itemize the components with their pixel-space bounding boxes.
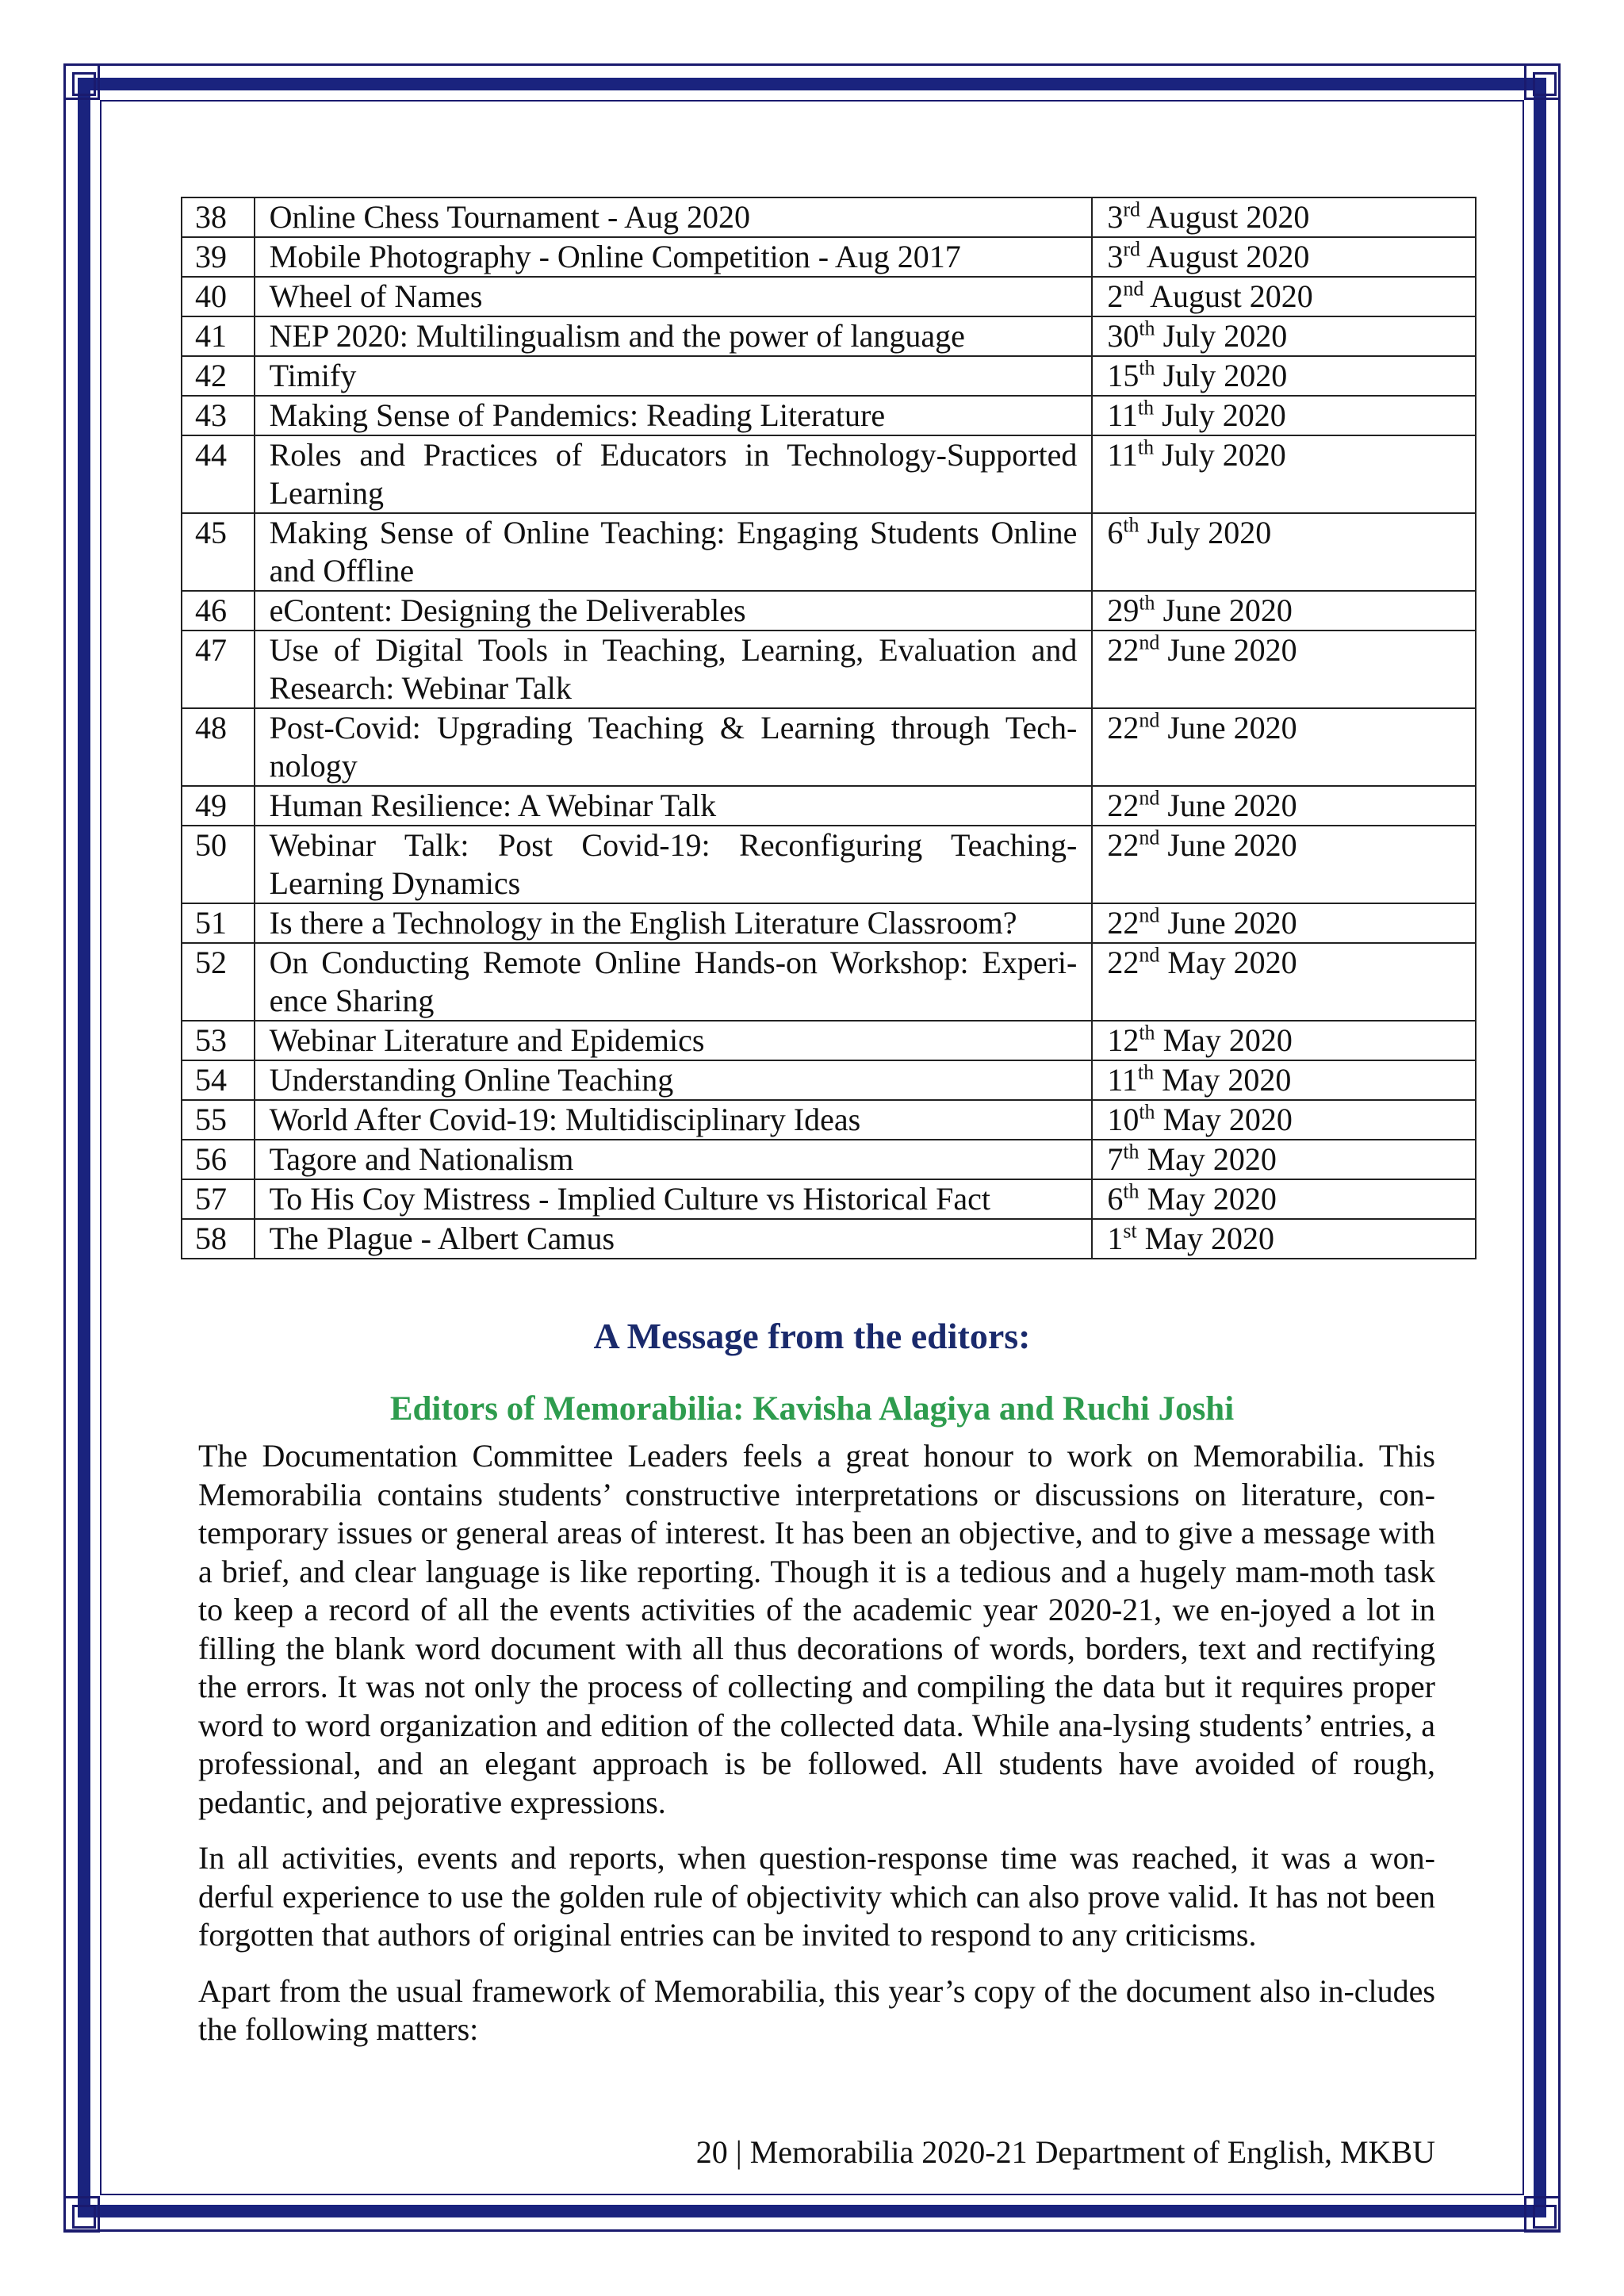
row-number: 55 [182,1100,255,1140]
table-row [182,197,1476,237]
event-title: Wheel of Names [255,277,1093,316]
date-ordinal-suffix: nd [1123,277,1144,301]
events-table-body [182,197,1476,1259]
table-row [182,786,1476,826]
date-month-year: May 2020 [1155,1022,1293,1058]
event-date [1092,786,1476,826]
date-ordinal-suffix: th [1123,1179,1139,1203]
table-row [182,1100,1476,1140]
event-title: NEP 2020: Multilingualism and the power of language [255,316,1093,356]
date-ordinal-suffix: rd [1123,197,1140,221]
row-number: 53 [182,1021,255,1060]
table-row [182,631,1476,708]
event-title: Post-Covid: Upgrading Teaching & Learning through Tech-nology [255,708,1093,786]
date-month-year: May 2020 [1154,1062,1292,1098]
date-day: 30 [1107,318,1139,354]
event-title: Making Sense of Online Teaching: Engaging Students Online and Offline [255,513,1093,591]
event-date [1092,1021,1476,1060]
event-date [1092,1140,1476,1179]
event-date [1092,197,1476,237]
event-title: On Conducting Remote Online Hands-on Workshop: Experi-ence Sharing [255,943,1093,1021]
date-ordinal-suffix: nd [1139,903,1160,927]
event-date [1092,708,1476,786]
table-row [182,943,1476,1021]
date-ordinal-suffix: th [1139,1021,1155,1045]
table-row [182,396,1476,435]
editors-message [198,1437,1435,2067]
date-month-year: May 2020 [1155,1102,1293,1137]
row-number: 56 [182,1140,255,1179]
date-day: 12 [1107,1022,1139,1058]
event-date [1092,631,1476,708]
events-table [181,197,1477,1259]
editors-subheading: Editors of Memorabilia: Kavisha Alagiya and Ruchi Joshi [389,1390,1235,1428]
event-date [1092,1060,1476,1100]
date-day: 3 [1107,199,1124,235]
date-day: 11 [1107,437,1138,473]
editors-heading: A Message from the editors: [593,1316,1031,1356]
event-title: Human Resilience: A Webinar Talk [255,786,1093,826]
row-number: 51 [182,903,255,943]
row-number: 50 [182,826,255,903]
date-month-year: June 2020 [1159,710,1297,746]
event-title: Mobile Photography - Online Competition - Aug 2017 [255,237,1093,277]
date-month-year: May 2020 [1159,945,1297,980]
row-number: 43 [182,396,255,435]
date-ordinal-suffix: nd [1139,708,1160,732]
date-ordinal-suffix: st [1123,1219,1137,1243]
event-date [1092,316,1476,356]
row-number: 46 [182,591,255,631]
row-number: 39 [182,237,255,277]
table-row [182,237,1476,277]
table-row [182,1140,1476,1179]
event-date [1092,1179,1476,1219]
date-month-year: July 2020 [1154,397,1286,433]
row-number: 49 [182,786,255,826]
message-paragraph: Apart from the usual framework of Memorabilia, this year’s copy of the document also in-cludes the following matters: [198,1972,1435,2047]
date-month-year: July 2020 [1155,318,1288,354]
corner-ornament-top-left [63,63,100,100]
date-ordinal-suffix: nd [1139,943,1160,967]
date-ordinal-suffix: th [1139,1100,1155,1124]
date-day: 3 [1107,239,1124,274]
date-day: 22 [1107,945,1139,980]
corner-ornament-top-right [1524,63,1561,100]
row-number: 44 [182,435,255,513]
table-row [182,513,1476,591]
row-number: 42 [182,356,255,396]
table-row [182,435,1476,513]
table-row [182,591,1476,631]
row-number: 54 [182,1060,255,1100]
date-day: 11 [1107,1062,1138,1098]
row-number: 58 [182,1219,255,1259]
table-row [182,1219,1476,1259]
date-day: 7 [1107,1141,1124,1177]
event-title: Understanding Online Teaching [255,1060,1093,1100]
event-date [1092,237,1476,277]
row-number: 45 [182,513,255,591]
event-title: Timify [255,356,1093,396]
event-title: Roles and Practices of Educators in Technology-Supported Learning [255,435,1093,513]
date-ordinal-suffix: th [1137,396,1155,420]
event-title: Online Chess Tournament - Aug 2020 [255,197,1093,237]
date-ordinal-suffix: th [1123,513,1139,537]
date-day: 6 [1107,1181,1124,1217]
date-month-year: June 2020 [1159,788,1297,823]
date-month-year: July 2020 [1154,437,1286,473]
event-title: Webinar Literature and Epidemics [255,1021,1093,1060]
row-number: 40 [182,277,255,316]
date-month-year: August 2020 [1140,239,1310,274]
event-date [1092,435,1476,513]
date-month-year: July 2020 [1155,358,1288,393]
event-date [1092,396,1476,435]
date-day: 6 [1107,515,1124,550]
message-paragraph: In all activities, events and reports, when question-response time was reached, it was a won-derful experience to use the golden rule of objectivity which can also prove valid. It has not been forgotten that authors of original entries can be invited to respond to any criticisms. [198,1840,1435,1953]
date-month-year: May 2020 [1139,1181,1277,1217]
row-number: 48 [182,708,255,786]
table-row [182,277,1476,316]
table-row [182,903,1476,943]
date-month-year: May 2020 [1139,1141,1277,1177]
event-title: Use of Digital Tools in Teaching, Learning, Evaluation and Research: Webinar Talk [255,631,1093,708]
date-day: 22 [1107,632,1139,668]
date-month-year: July 2020 [1139,515,1272,550]
event-title: World After Covid-19: Multidisciplinary Ideas [255,1100,1093,1140]
date-month-year: August 2020 [1143,278,1313,314]
date-ordinal-suffix: nd [1139,826,1160,849]
date-ordinal-suffix: th [1139,316,1155,340]
date-ordinal-suffix: th [1139,356,1155,380]
event-title: eContent: Designing the Deliverables [255,591,1093,631]
table-row [182,1060,1476,1100]
date-month-year: June 2020 [1159,632,1297,668]
row-number: 57 [182,1179,255,1219]
event-date [1092,1100,1476,1140]
event-date [1092,513,1476,591]
event-title: The Plague - Albert Camus [255,1219,1093,1259]
date-day: 29 [1107,592,1139,628]
event-date [1092,591,1476,631]
event-title: Tagore and Nationalism [255,1140,1093,1179]
date-ordinal-suffix: th [1137,1060,1155,1084]
table-row [182,1021,1476,1060]
event-date [1092,277,1476,316]
date-day: 22 [1107,905,1139,941]
event-title: Making Sense of Pandemics: Reading Literature [255,396,1093,435]
date-day: 2 [1107,278,1124,314]
row-number: 41 [182,316,255,356]
event-date [1092,356,1476,396]
event-title: To His Coy Mistress - Implied Culture vs Historical Fact [255,1179,1093,1219]
date-day: 22 [1107,827,1139,863]
event-date [1092,1219,1476,1259]
date-day: 22 [1107,788,1139,823]
date-day: 11 [1107,397,1138,433]
message-paragraph: The Documentation Committee Leaders feels a great honour to work on Memorabilia. This Memorabilia contains students’ constructive interpretations or discussions on literature, con-temporary issues or general areas of interest. It has been an objective, and to give a message with a brief, and clear language is like reporting. Though it is a tedious and a hugely mam-moth task to keep a record of all the events activities of the academic year 2020-21, we en-joyed a lot in filling the blank word document with all thus decorations of words, borders, text and rectifying the errors. It was not only the process of collecting and compiling the data but it requires proper word to word organization and edition of the collected data. While ana-lysing students’ entries, a professional, and an elegant approach is be followed. All students have avoided of rough, pedantic, and pejorative expressions. [198,1438,1435,1820]
date-day: 10 [1107,1102,1139,1137]
date-ordinal-suffix: th [1137,435,1155,459]
row-number: 38 [182,197,255,237]
date-month-year: June 2020 [1155,592,1293,628]
date-month-year: August 2020 [1140,199,1310,235]
date-ordinal-suffix: nd [1139,631,1160,654]
date-ordinal-suffix: rd [1123,237,1140,261]
table-row [182,1179,1476,1219]
date-day: 15 [1107,358,1139,393]
table-row [182,316,1476,356]
date-month-year: May 2020 [1136,1221,1274,1256]
table-row [182,826,1476,903]
date-month-year: June 2020 [1159,905,1297,941]
corner-ornament-bottom-right [1524,2196,1561,2233]
page-footer: 20 | Memorabilia 2020-21 Department of English, MKBU [695,2134,1435,2170]
date-month-year: June 2020 [1159,827,1297,863]
event-title: Is there a Technology in the English Literature Classroom? [255,903,1093,943]
table-row [182,708,1476,786]
date-ordinal-suffix: th [1123,1140,1139,1163]
event-date [1092,826,1476,903]
date-ordinal-suffix: nd [1139,786,1160,810]
event-date [1092,943,1476,1021]
date-day: 1 [1107,1221,1124,1256]
row-number: 47 [182,631,255,708]
row-number: 52 [182,943,255,1021]
corner-ornament-bottom-left [63,2196,100,2233]
date-ordinal-suffix: th [1139,591,1155,615]
event-date [1092,903,1476,943]
date-day: 22 [1107,710,1139,746]
event-title: Webinar Talk: Post Covid-19: Reconfiguring Teaching-Learning Dynamics [255,826,1093,903]
table-row [182,356,1476,396]
